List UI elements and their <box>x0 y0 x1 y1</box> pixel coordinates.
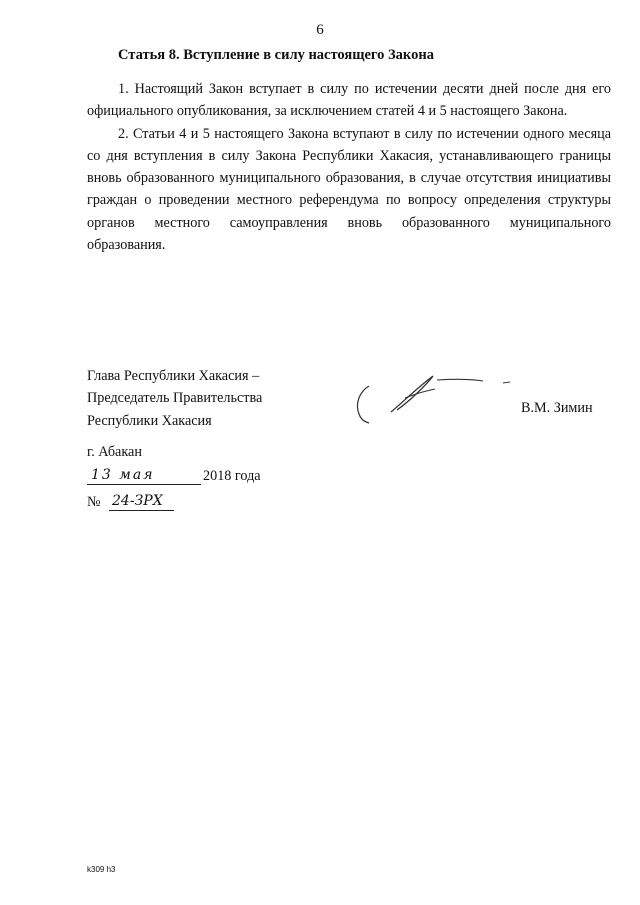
number-sign: № <box>87 494 101 510</box>
article-body <box>87 78 611 256</box>
page-number: 6 <box>316 22 324 38</box>
signer-name: В.М. Зимин <box>521 400 593 416</box>
paragraph-2: 2. Статьи 4 и 5 настоящего Закона вступают в силу по истечении одного месяца со дня вступления в силу Закона Республики Хакасия, устанавливающего границы вновь образованного муниципального образования, в случае отсутствия инициативы граждан о проведении местного референдума по вопросу определения структуры органов местного самоуправления вновь образованного муниципального образования. <box>87 125 611 254</box>
footer-code: k309 h3 <box>87 865 116 874</box>
article-title: Статья 8. Вступление в силу настоящего Закона <box>118 47 434 63</box>
handwritten-date: 13 мая <box>87 466 201 485</box>
date-line <box>87 468 307 488</box>
signer-title-line-2: Председатель Правительства <box>87 390 263 407</box>
signer-title-line-3: Республики Хакасия <box>87 412 212 429</box>
signature-title-block <box>87 365 262 432</box>
paragraph-1: 1. Настоящий Закон вступает в силу по истечении десяти дней после дня его официального опубликования, за исключением статей 4 и 5 настоящего Закона. <box>87 81 611 120</box>
signer-title-line-1: Глава Республики Хакасия – <box>87 368 260 384</box>
place-of-signing: г. Абакан <box>87 444 142 460</box>
handwritten-signature <box>345 368 520 428</box>
date-year: 2018 года <box>203 468 261 484</box>
handwritten-law-number: 24-ЗРХ <box>109 492 174 511</box>
law-number-line <box>87 494 237 514</box>
